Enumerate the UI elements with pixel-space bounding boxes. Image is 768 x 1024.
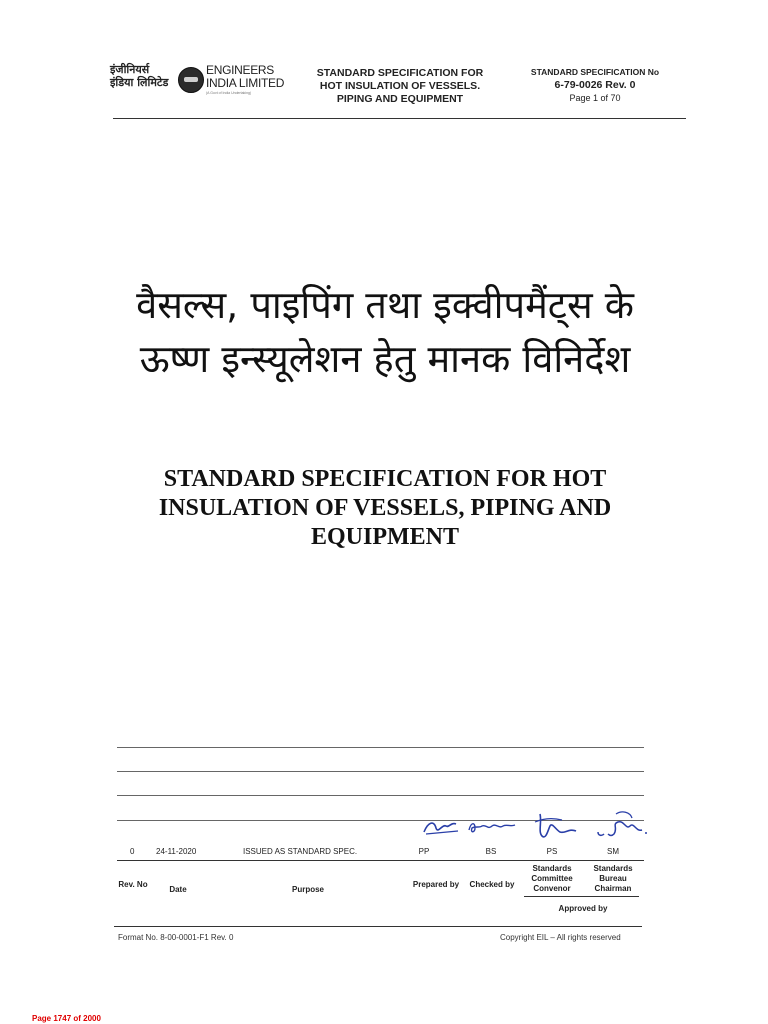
english-title-line2: INSULATION OF VESSELS, PIPING AND xyxy=(158,495,612,521)
spec-label: STANDARD SPECIFICATION No xyxy=(530,67,660,77)
header-title-line2: HOT INSULATION OF VESSELS. xyxy=(319,80,481,92)
header-divider xyxy=(113,118,686,119)
rev-chairman-cell: SM xyxy=(607,847,619,856)
rev-number-cell: 0 xyxy=(130,847,135,856)
hindi-title-line2: ऊष्ण इन्स्यूलेशन हेतु मानक विनिर्देश xyxy=(139,337,631,381)
rev-date-cell: 24-11-2020 xyxy=(156,847,197,856)
hindi-title xyxy=(90,278,680,386)
logo-english-line1: ENGINEERS xyxy=(206,63,274,77)
table-bottom-line xyxy=(114,926,642,927)
header-spec-block xyxy=(515,66,675,105)
copyright-notice: Copyright EIL – All rights reserved xyxy=(500,933,621,942)
header-rev-no: Rev. No xyxy=(118,880,148,889)
logo-subtitle: (A Govt of India Undertaking) xyxy=(206,91,252,95)
approved-by-divider xyxy=(524,896,639,897)
format-number: Format No. 8-00-0001-F1 Rev. 0 xyxy=(118,933,234,942)
header-convenor: Standards Committee Convenor xyxy=(531,864,573,893)
english-title-line1: STANDARD SPECIFICATION FOR HOT xyxy=(163,466,607,492)
header-chairman: Standards Bureau Chairman xyxy=(593,864,633,893)
signature-chairman xyxy=(592,808,650,844)
spec-number: 6-79-0026 Rev. 0 xyxy=(554,79,636,91)
logo-hindi-text xyxy=(110,63,176,89)
revision-blank-row-line xyxy=(117,747,644,748)
hindi-title-line1: वैसल्स, पाइपिंग तथा इक्वीपमैंट्स के xyxy=(136,283,634,327)
logo-hindi-line1: इंजीनियर्स xyxy=(110,63,150,76)
revision-blank-row-line xyxy=(117,771,644,772)
header-title-line3: PIPING AND EQUIPMENT xyxy=(336,93,464,105)
english-title-line3: EQUIPMENT xyxy=(310,524,459,550)
header-purpose: Purpose xyxy=(291,885,324,894)
logo-english-text xyxy=(206,64,284,90)
signature-convenor xyxy=(532,808,582,844)
header-approved-by: Approved by xyxy=(558,904,608,913)
eil-emblem-icon xyxy=(178,67,204,93)
eil-logo xyxy=(110,62,286,98)
pdf-page-number: Page 1747 of 2000 xyxy=(32,1014,101,1023)
header-date: Date xyxy=(169,885,187,894)
header-title xyxy=(300,67,500,106)
signature-checked-by xyxy=(466,808,518,844)
logo-hindi-line2: इंडिया लिमिटेड xyxy=(110,76,169,89)
page-info: Page 1 of 70 xyxy=(569,93,621,103)
header-checked-by: Checked by xyxy=(469,880,515,889)
rev-purpose-cell: ISSUED AS STANDARD SPEC. xyxy=(243,847,358,856)
signature-prepared-by xyxy=(420,808,462,844)
header-prepared-by: Prepared by xyxy=(412,880,460,889)
rev-prepared-by-cell: PP xyxy=(418,847,430,856)
revision-row-line xyxy=(117,860,644,861)
revision-blank-row-line xyxy=(117,795,644,796)
rev-checked-by-cell: BS xyxy=(485,847,497,856)
english-title xyxy=(100,465,670,552)
header-title-line1: STANDARD SPECIFICATION FOR xyxy=(316,67,484,79)
logo-english-line2: INDIA LIMITED xyxy=(206,76,285,90)
rev-convenor-cell: PS xyxy=(546,847,558,856)
